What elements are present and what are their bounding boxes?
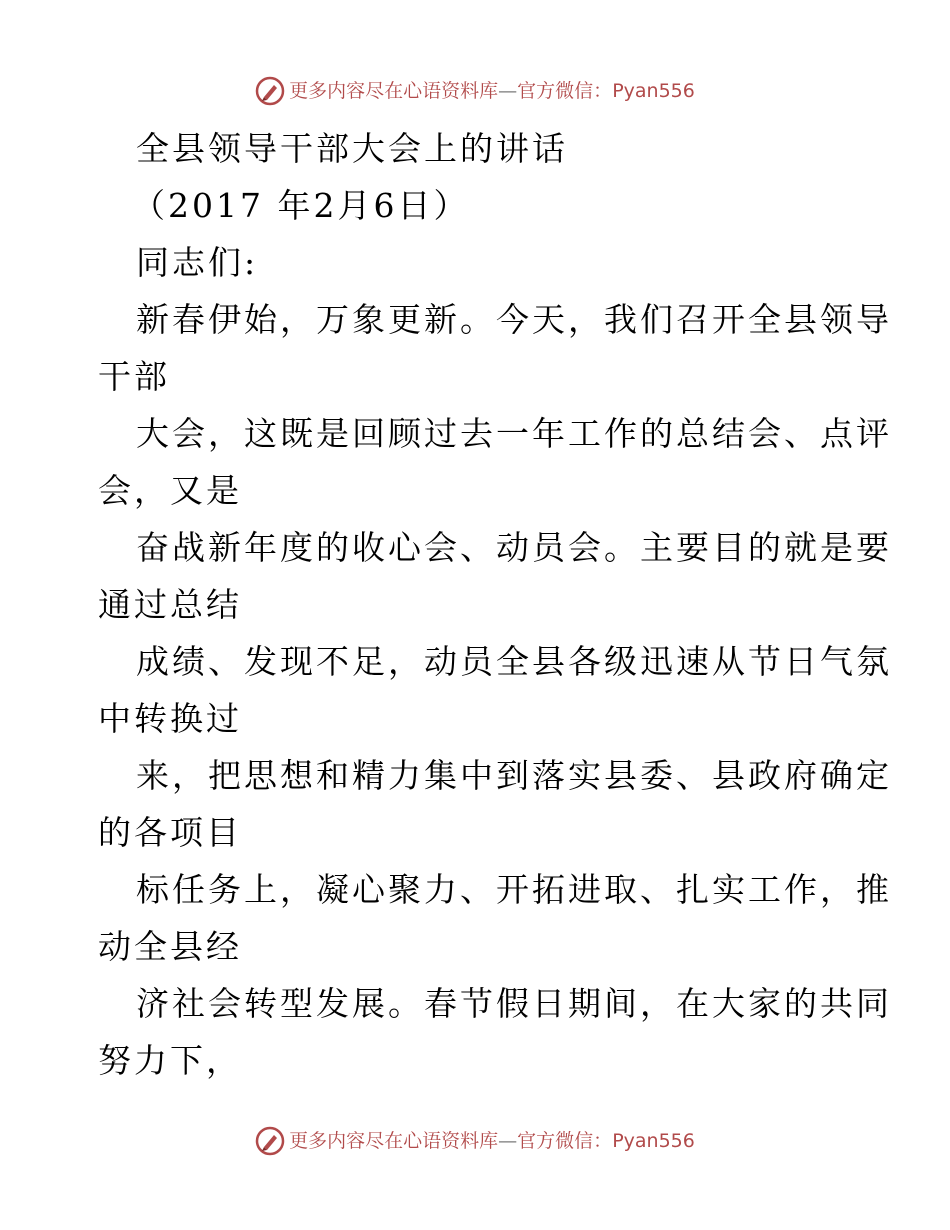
paragraph-line: 干部 xyxy=(98,357,170,396)
paragraph-line: 奋战新年度的收心会、动员会。主要目的就是要 xyxy=(136,528,892,567)
paragraph-line: 中转换过 xyxy=(98,699,242,738)
paragraph-line: 努力下， xyxy=(98,1041,242,1080)
watermark-footer xyxy=(0,1120,950,1160)
watermark-id: Pyan556 xyxy=(612,1130,695,1152)
paragraph-line: 的各项目 xyxy=(98,813,242,852)
watermark-suffix: 官方微信： xyxy=(517,1130,613,1152)
document-body xyxy=(98,120,892,1089)
watermark-suffix: 官方微信： xyxy=(517,80,613,102)
pen-logo-icon xyxy=(255,1126,285,1156)
paragraph-line: 会，又是 xyxy=(98,471,242,510)
paragraph-line: 济社会转型发展。春节假日期间，在大家的共同 xyxy=(136,984,892,1023)
paragraph-line: 动全县经 xyxy=(98,927,242,966)
paragraph-line: 新春伊始，万象更新。今天，我们召开全县领导 xyxy=(136,300,892,339)
pen-logo-icon xyxy=(255,76,285,106)
watermark-text: 更多内容尽在心语资料库 xyxy=(289,80,499,102)
document-title: 全县领导干部大会上的讲话 xyxy=(136,129,568,168)
watermark-id: Pyan556 xyxy=(612,80,695,102)
paragraph-line: 标任务上，凝心聚力、开拓进取、扎实工作，推 xyxy=(136,870,892,909)
paragraph-line: 成绩、发现不足，动员全县各级迅速从节日气氛 xyxy=(136,642,892,681)
salutation: 同志们: xyxy=(136,243,259,282)
watermark-separator: — xyxy=(498,80,518,102)
watermark-text: 更多内容尽在心语资料库 xyxy=(289,1130,499,1152)
paragraph-line: 通过总结 xyxy=(98,585,242,624)
paragraph-line: 来，把思想和精力集中到落实县委、县政府确定 xyxy=(136,756,892,795)
paragraph-line: 大会，这既是回顾过去一年工作的总结会、点评 xyxy=(136,414,892,453)
watermark-header xyxy=(0,70,950,110)
document-date: （2017 年2月6日） xyxy=(132,186,470,225)
watermark-separator: — xyxy=(498,1130,518,1152)
